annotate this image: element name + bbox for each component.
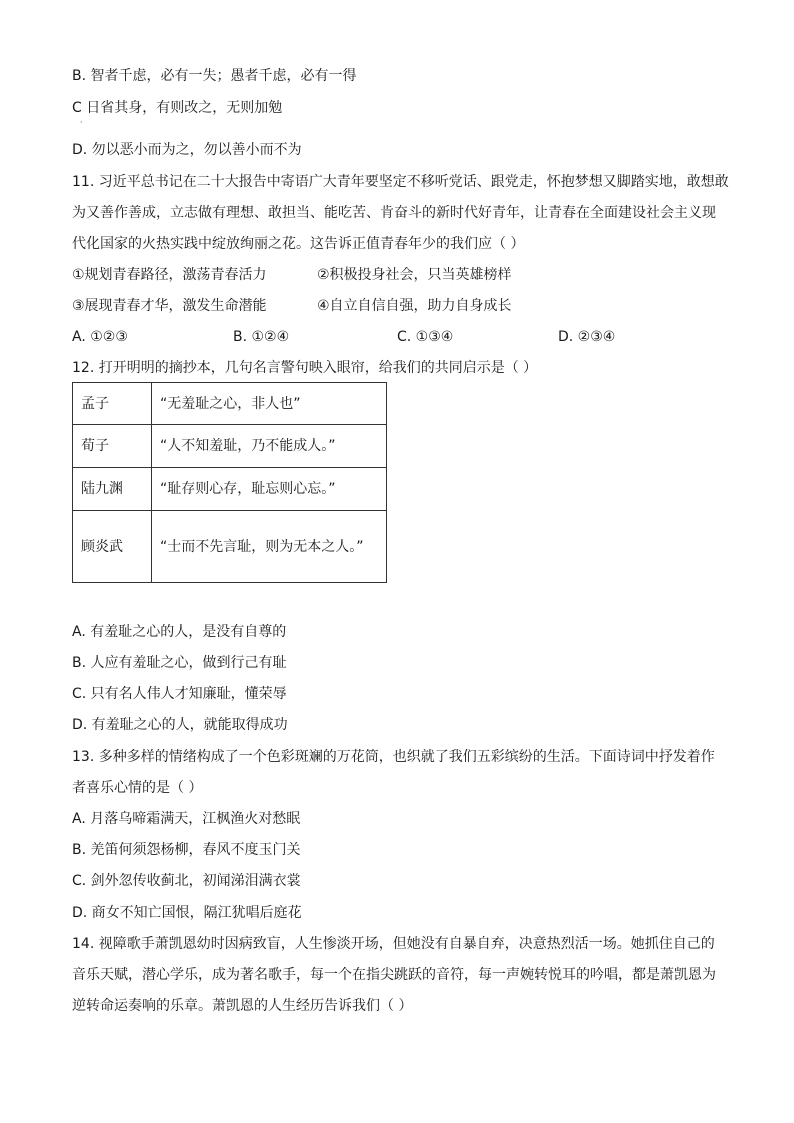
q14-stem-line-2: 音乐天赋，潜心学乐，成为著名歌手，每一个在指尖跳跃的音符，每一声婉转悦耳的吟唱，都是萧凯恩为 xyxy=(72,967,716,983)
q11-item-3: ③展现青春才华，激发生命潜能 xyxy=(72,298,267,314)
q12-option-b: B. 人应有羞耻之心，做到行己有耻 xyxy=(72,655,287,671)
quote-cell: “无羞耻之心，非人也” xyxy=(152,383,387,425)
q12-option-d: D. 有羞耻之心的人，就能取得成功 xyxy=(72,717,288,733)
quote-cell: “耻存则心存，耻忘则心忘。” xyxy=(152,468,387,511)
q11-item-1: ①规划青春路径，激荡青春活力 xyxy=(72,267,267,283)
q13-option-b: B. 羌笛何须怨杨柳，春风不度玉门关 xyxy=(72,842,301,858)
q14-stem-line-3: 逆转命运奏响的乐章。萧凯恩的人生经历告诉我们（ ） xyxy=(72,998,413,1014)
q11-stem-line-2: 为又善作善成，立志做有理想、敢担当、能吃苦、肯奋斗的新时代好青年，让青春在全面建设社会主义现 xyxy=(72,205,716,221)
q11-option-c: C. ①③④ xyxy=(397,329,454,345)
quote-cell: “士而不先言耻，则为无本之人。” xyxy=(152,511,387,583)
table-row xyxy=(73,425,387,468)
table-row xyxy=(73,468,387,511)
q13-option-d: D. 商女不知亡国恨，隔江犹唱后庭花 xyxy=(72,905,302,921)
q10-option-c: C 日省其身，有则改之，无则加勉 xyxy=(72,100,283,116)
q13-stem-line-2: 者喜乐心情的是（ ） xyxy=(72,780,203,796)
q12-stem: 12. 打开明明的摘抄本，几句名言警句映入眼帘，给我们的共同启示是（ ） xyxy=(72,360,538,376)
q13-option-c: C. 剑外忽传收蓟北，初闻涕泪满衣裳 xyxy=(72,873,301,889)
quote-table xyxy=(72,382,387,583)
q14-stem-line-1: 14. 视障歌手萧凯恩幼时因病致盲，人生惨淡开场，但她没有自暴自弃，决意热烈活一场。她抓住自己的 xyxy=(72,936,715,952)
q11-stem-line-3: 代化国家的火热实践中绽放绚丽之花。这告诉正值青春年少的我们应（ ） xyxy=(72,236,525,252)
q12-option-c: C. 只有名人伟人才知廉耻，懂荣辱 xyxy=(72,686,287,702)
q11-item-2: ②积极投身社会，只当英雄榜样 xyxy=(317,267,512,283)
q11-option-d: D. ②③④ xyxy=(558,329,616,345)
author-cell: 陆九渊 xyxy=(73,468,152,511)
q10-option-b: B. 智者千虑，必有一失；愚者千虑，必有一得 xyxy=(72,68,357,84)
q11-option-a: A. ①②③ xyxy=(72,329,128,345)
stray-mark: · xyxy=(80,118,83,127)
author-cell: 荀子 xyxy=(73,425,152,468)
q13-stem-line-1: 13. 多种多样的情绪构成了一个色彩斑斓的万花筒，也织就了我们五彩缤纷的生活。下面诗词中抒发着作 xyxy=(72,749,715,765)
q12-option-a: A. 有羞耻之心的人，是没有自尊的 xyxy=(72,624,287,640)
q11-stem-line-1: 11. 习近平总书记在二十大报告中寄语广大青年要坚定不移听党话、跟党走，怀抱梦想又脚踏实地，敢想敢 xyxy=(72,174,729,190)
q11-item-4: ④自立自信自强，助力自身成长 xyxy=(317,298,512,314)
q13-option-a: A. 月落乌啼霜满天，江枫渔火对愁眠 xyxy=(72,811,301,827)
quote-cell: “人不知羞耻，乃不能成人。” xyxy=(152,425,387,468)
q11-option-b: B. ①②④ xyxy=(233,329,290,345)
author-cell: 孟子 xyxy=(73,383,152,425)
table-row xyxy=(73,511,387,583)
table-row xyxy=(73,383,387,425)
q10-option-d: D. 勿以恶小而为之，勿以善小而不为 xyxy=(72,142,302,158)
author-cell: 顾炎武 xyxy=(73,511,152,583)
